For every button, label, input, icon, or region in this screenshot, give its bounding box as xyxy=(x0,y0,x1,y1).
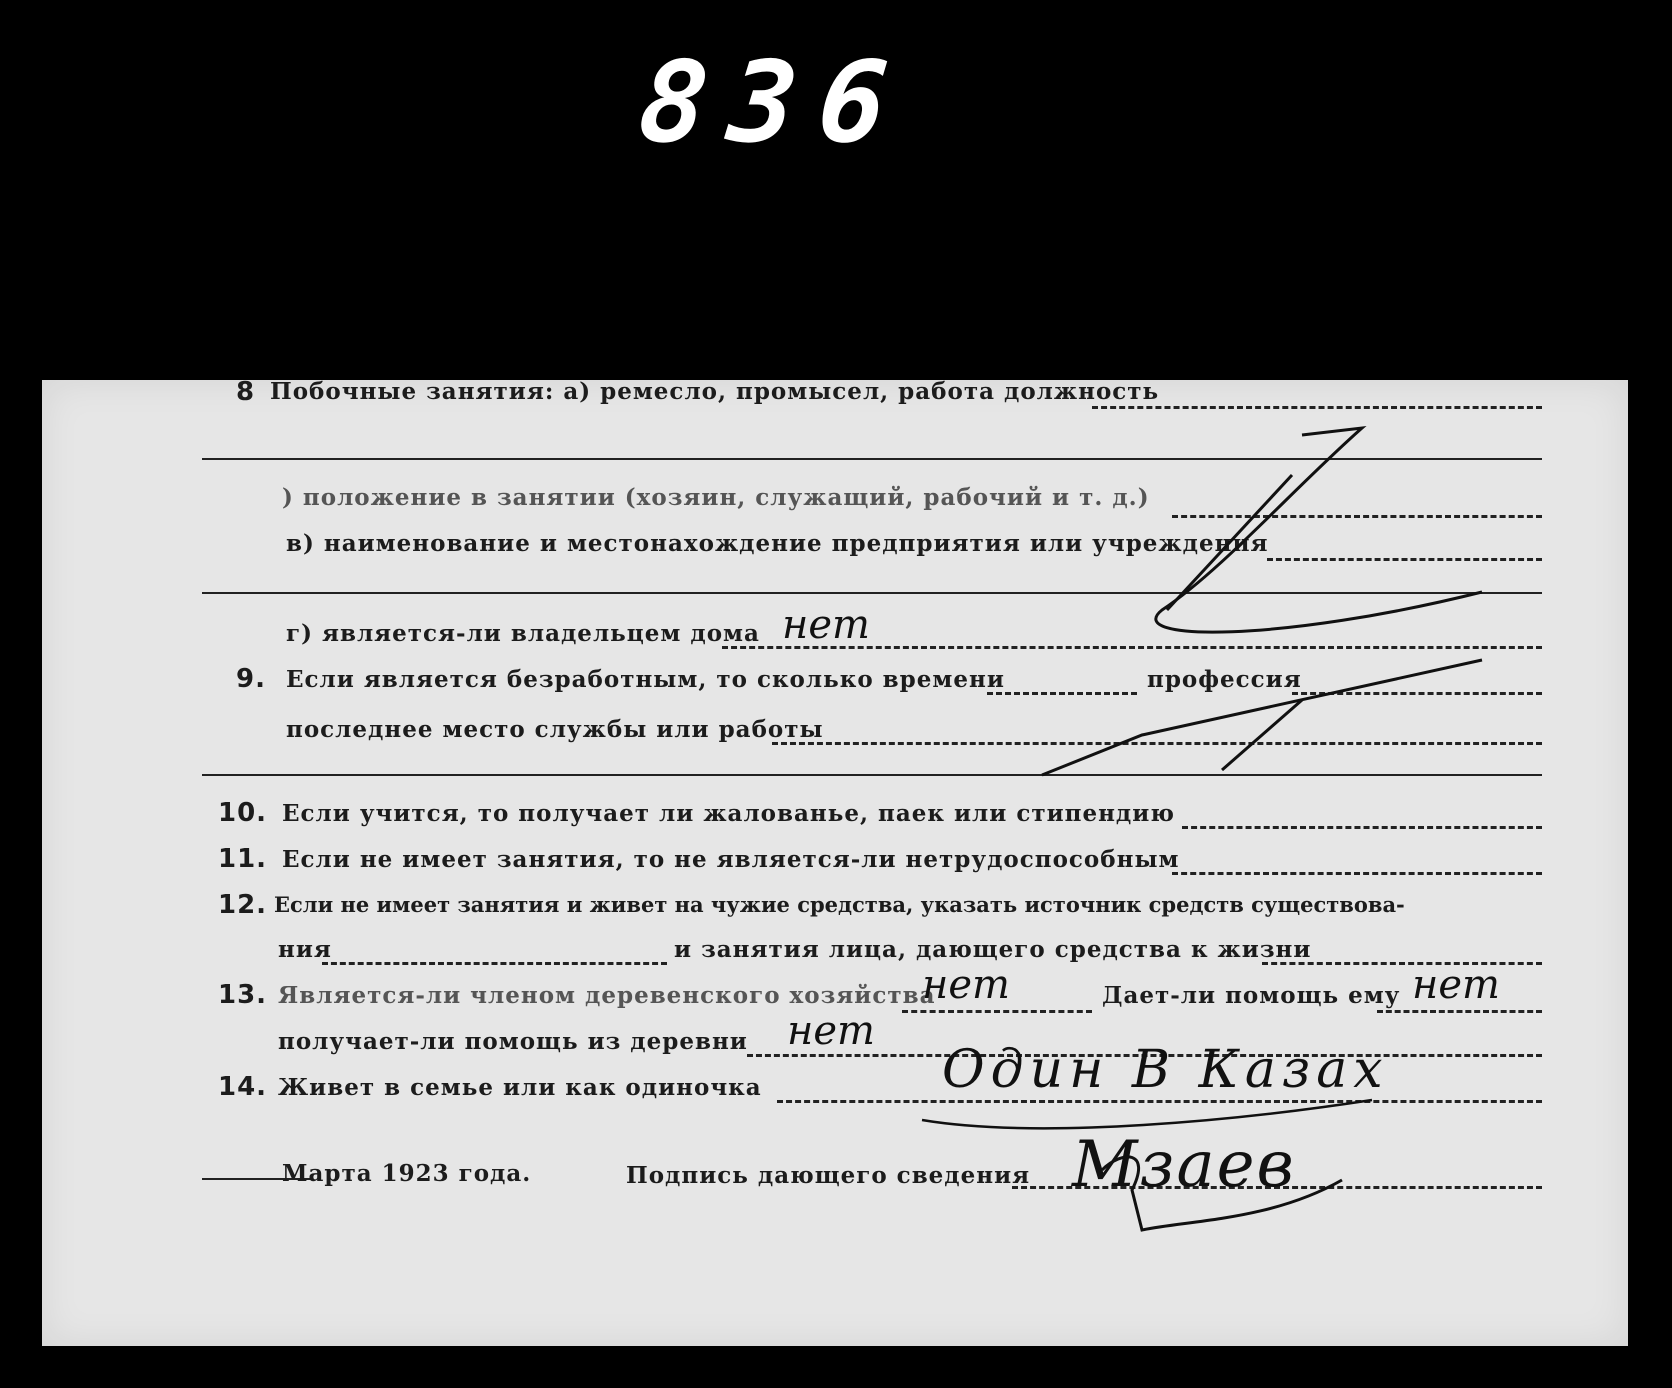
item9-second-line xyxy=(202,774,1542,776)
census-form-card xyxy=(42,377,1628,1346)
item8-a-text: Побочные занятия: а) ремесло, промысел, работа должность xyxy=(270,378,1160,405)
item12-line2-fill-line xyxy=(1262,962,1542,965)
footer-date: Марта 1923 года. xyxy=(282,1160,532,1187)
item13-answer2-line xyxy=(1377,1010,1542,1013)
item14-text: Живет в семье или как одиночка xyxy=(278,1074,762,1101)
item9-line2-text: последнее место службы или работы xyxy=(286,716,824,743)
item14-answer: Один В Казах xyxy=(942,1040,1389,1100)
item8-v-second-line xyxy=(202,592,1542,594)
footer-signature-label: Подпись дающего сведения xyxy=(626,1162,1031,1189)
item10-fill-line xyxy=(1182,826,1542,829)
item8-v-fill-line xyxy=(1267,558,1542,561)
item14-fill-line xyxy=(777,1100,1542,1103)
item11-text: Если не имеет занятия, то не является-ли нетрудоспособным xyxy=(282,846,1180,873)
item9-line1-text: Если является безработным, то сколько времени xyxy=(286,666,1005,693)
item8-g-answer: нет xyxy=(782,602,870,648)
item12-number: 12. xyxy=(218,890,268,920)
item10-number: 10. xyxy=(218,798,268,828)
item13-answer1-line xyxy=(902,1010,1092,1013)
item8-v-text: в) наименование и местонахождение предприятия или учреждения xyxy=(286,530,1269,557)
item10-text: Если учится, то получает ли жалованье, паек или стипендию xyxy=(282,800,1175,827)
item13-line1-mid: Дает-ли помощь ему xyxy=(1102,982,1401,1009)
item8-g-text: г) является-ли владельцем дома xyxy=(286,620,760,647)
frame-number: 836 xyxy=(633,38,916,168)
item13-answer1: нет xyxy=(922,962,1010,1008)
item12-line2-start: ния xyxy=(278,936,332,963)
item8-a-fill-line xyxy=(1092,406,1542,409)
footer-signature: Мзаев xyxy=(1072,1128,1296,1202)
item13-answer2: нет xyxy=(1412,962,1500,1008)
item11-fill-line xyxy=(1172,872,1542,875)
item11-number: 11. xyxy=(218,844,268,874)
item12-line2-end: и занятия лица, дающего средства к жизни xyxy=(674,936,1312,963)
item13-line2: получает-ли помощь из деревни xyxy=(278,1028,748,1055)
item12-line1: Если не имеет занятия и живет на чужие средства, указать источник средств существова- xyxy=(274,892,1405,917)
item8-g-fill-line xyxy=(722,646,1542,649)
item9-line2-fill-line xyxy=(772,742,1542,745)
item14-underline-stroke xyxy=(922,1100,1372,1128)
item8-b-text: ) положение в занятии (хозяин, служащий, рабочий и т. д.) xyxy=(282,484,1150,511)
item8-a-second-line xyxy=(202,458,1542,460)
item9-cross-stroke xyxy=(1222,700,1302,770)
item8-b-fill-line xyxy=(1172,515,1542,518)
item13-line1: Является-ли членом деревенского хозяйства xyxy=(278,982,936,1009)
item14-number: 14. xyxy=(218,1072,268,1102)
item13-number: 13. xyxy=(218,980,268,1010)
item9-time-fill-line xyxy=(987,692,1137,695)
item9-number: 9. xyxy=(236,664,266,694)
item9-profession-fill-line xyxy=(1292,692,1542,695)
item9-line1-end: профессия xyxy=(1147,666,1302,693)
item8-number: 8 xyxy=(236,377,256,407)
item12-source-fill-line xyxy=(322,962,667,965)
item13-answer3: нет xyxy=(787,1008,875,1054)
